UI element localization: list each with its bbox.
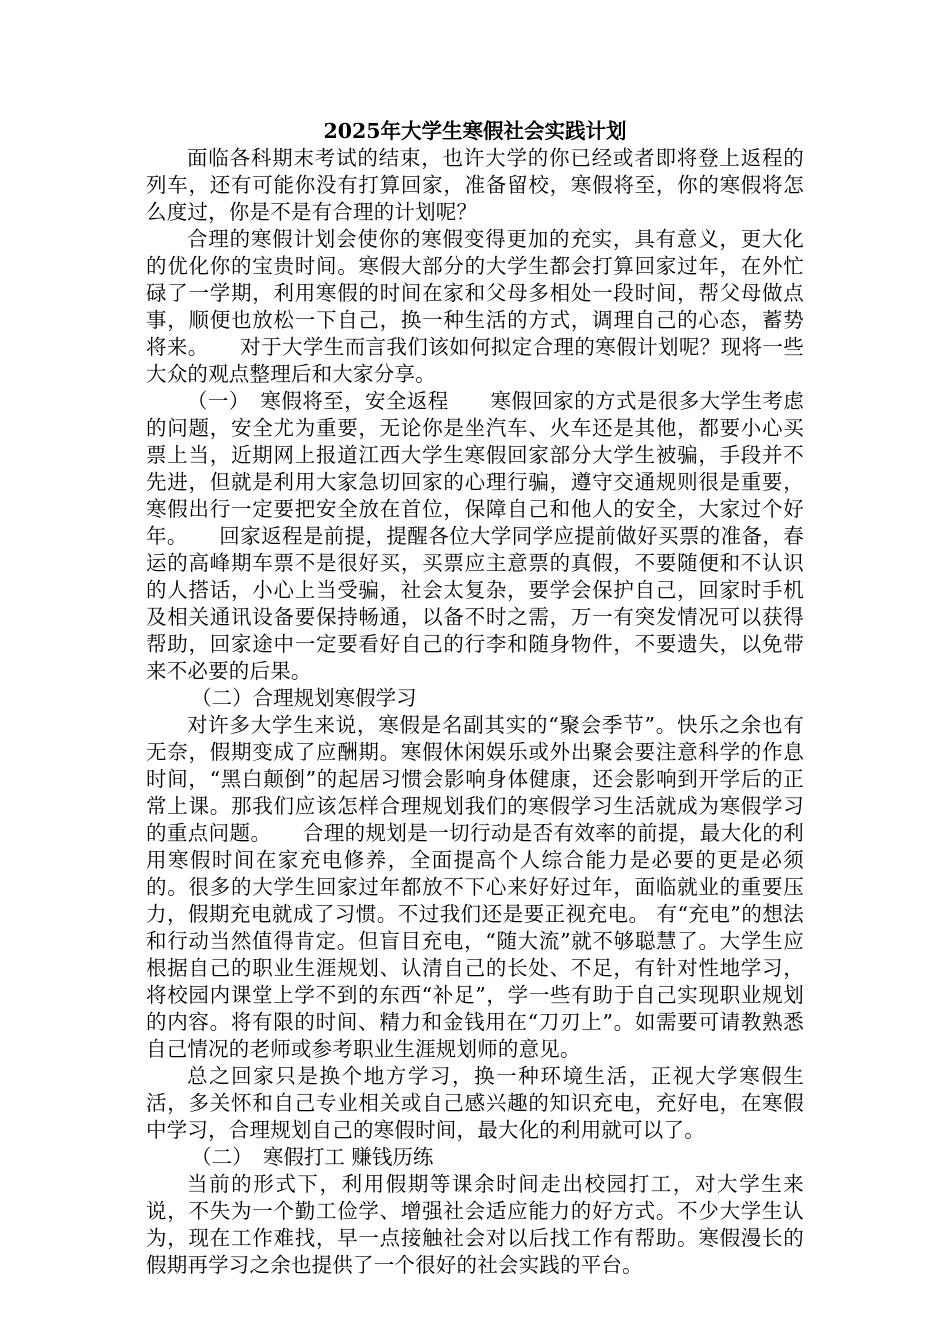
- paragraph-study-summary: 总之回家只是换个地方学习，换一种环境生活，正视大学寒假生活，多关怀和自己专业相关或自己感兴趣的知识充电，充好电，在寒假中学习，合理规划自己的寒假时间，最大化的利用就可以了。: [146, 1064, 804, 1142]
- paragraph-study-planning: 对许多大学生来说，寒假是名副其实的“聚会季节”。快乐之余也有无奈，假期变成了应酬期。寒假休闲娱乐或外出聚会要注意科学的作息时间，“黑白颠倒”的起居习惯会影响身体健康，还会影响到开学后的正常上课。那我们应该怎样合理规划我们的寒假学习生活就成为寒假学习的重点问题。 合理的规划是一切行动是否有效率的前提，最大化的利用寒假时间在家充电修养，全面提高个人综合能力是必要的更是必须的。很多的大学生回家过年都放不下心来好好过年，面临就业的重要压力，假期充电就成了习惯。不过我们还是要正视充电。 有“充电”的想法和行动当然值得肯定。但盲目充电，“随大流”就不够聪慧了。大学生应根据自己的职业生涯规划、认清自己的长处、不足，有针对性地学习，将校园内课堂上学不到的东西“补足”，学一些有助于自己实现职业规划的内容。将有限的时间、精力和金钱用在“刀刃上”。如需要可请教熟悉自己情况的老师或参考职业生涯规划师的意见。: [146, 713, 804, 1061]
- paragraph-intro: 面临各科期末考试的结束，也许大学的你已经或者即将登上返程的列车，还有可能你没有打算回家，准备留校，寒假将至，你的寒假将怎么度过，你是不是有合理的计划呢？: [146, 146, 804, 224]
- document-title: 2025年大学生寒假社会实践计划: [323, 119, 627, 143]
- paragraph-part-time-work: 当前的形式下，利用假期等课余时间走出校园打工，对大学生来说，不失为一个勤工俭学、增强社会适应能力的好方式。不少大学生认为，现在工作难找，早一点接触社会对以后找工作有帮助。寒假漫长的假期再学习之余也提供了一个很好的社会实践的平台。: [146, 1172, 804, 1277]
- paragraph-plan-importance: 合理的寒假计划会使你的寒假变得更加的充实，具有意义，更大化的优化你的宝贵时间。寒假大部分的大学生都会打算回家过年，在外忙碌了一学期，利用寒假的时间在家和父母多相处一段时间，帮父母做点事，顺便也放松一下自己，换一种生活的方式，调理自己的心态，蓄势将来。 对于大学生而言我们该如何拟定合理的寒假计划呢？现将一些大众的观点整理后和大家分享。: [146, 227, 804, 386]
- section-heading-study: （二）合理规划寒假学习: [191, 686, 417, 710]
- document-page: [146, 118, 804, 1279]
- section-heading-work: （二） 寒假打工 赚钱历练: [191, 1145, 434, 1169]
- paragraph-safe-return: （一） 寒假将至，安全返程 寒假回家的方式是很多大学生考虑的问题，安全尤为重要，无论你是坐汽车、火车还是其他，都要小心买票上当，近期网上报道江西大学生寒假回家部分大学生被骗，手段并不先进，但就是利用大家急切回家的心理行骗，遵守交通规则很是重要，寒假出行一定要把安全放在首位，保障自己和他人的安全，大家过个好年。 回家返程是前提，提醒各位大学同学应提前做好买票的准备，春运的高峰期车票不是很好买，买票应主意票的真假，不要随便和不认识的人搭话，小心上当受骗，社会太复杂，要学会保护自己，回家时手机及相关通讯设备要保持畅通，以备不时之需，万一有突发情况可以获得帮助，回家途中一定要看好自己的行李和随身物件，不要遗失，以免带来不必要的后果。: [146, 389, 804, 683]
